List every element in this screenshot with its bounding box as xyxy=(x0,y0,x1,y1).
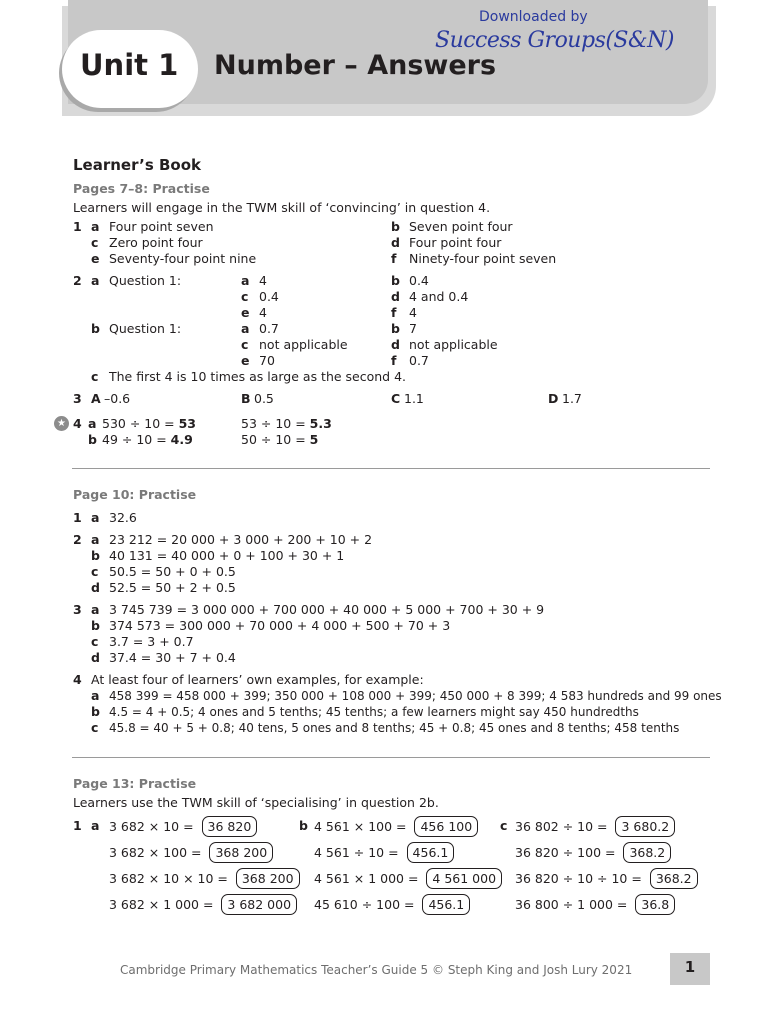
answer-box: 3 680.2 xyxy=(615,816,675,837)
answer-text: The first 4 is 10 times as large as the second 4. xyxy=(109,369,407,384)
part-letter: f xyxy=(391,251,397,266)
part-letter: b xyxy=(299,818,308,833)
part-letter: a xyxy=(91,273,100,288)
part-letter: a xyxy=(91,818,100,833)
answer-text: Seven point four xyxy=(409,219,513,234)
answer-text: 4 xyxy=(259,273,267,288)
part-letter: d xyxy=(391,289,400,304)
answer-text: Zero point four xyxy=(109,235,203,250)
star-icon: ★ xyxy=(54,416,69,431)
answer-text: 49 ÷ 10 = 4.9 xyxy=(102,432,193,447)
question-number: 3 xyxy=(73,391,82,406)
divider xyxy=(72,468,710,469)
answer-text: 374 573 = 300 000 + 70 000 + 4 000 + 500 + 70 + 3 xyxy=(109,618,451,633)
answer-text: 530 ÷ 10 = 53 xyxy=(102,416,197,431)
part-letter: c xyxy=(91,564,99,579)
downloader-signature: Success Groups(S&N) xyxy=(435,28,674,53)
question-number: 1 xyxy=(73,510,82,525)
part-letter: b xyxy=(91,704,100,719)
calc-row: 4 561 ÷ 10 = 456.1 xyxy=(314,842,454,863)
part-letter: b xyxy=(91,321,100,336)
part-letter: b xyxy=(391,219,400,234)
part-letter: a xyxy=(91,219,100,234)
answer-text: not applicable xyxy=(259,337,348,352)
answer-box: 456.1 xyxy=(407,842,455,863)
answer-box: 36 820 xyxy=(202,816,258,837)
part-letter: c xyxy=(91,720,99,735)
section-title: Learner’s Book xyxy=(73,156,201,174)
part-letter: a xyxy=(241,321,250,336)
page-number: 1 xyxy=(684,958,696,976)
answer-box: 4 561 000 xyxy=(426,868,502,889)
answer-text: 1.1 xyxy=(404,391,424,406)
calc-row: 4 561 × 100 = 456 100 xyxy=(314,816,478,837)
answer-text: 4 xyxy=(259,305,267,320)
answer-text: 23 212 = 20 000 + 3 000 + 200 + 10 + 2 xyxy=(109,532,373,547)
answer-text: 70 xyxy=(259,353,275,368)
answer-text: 50 ÷ 10 = 5 xyxy=(241,432,319,447)
part-letter: B xyxy=(241,391,251,406)
part-letter: C xyxy=(391,391,401,406)
answer-text: 4 xyxy=(409,305,417,320)
part-letter: b xyxy=(91,618,100,633)
answer-text: 3.7 = 3 + 0.7 xyxy=(109,634,194,649)
answer-text: 7 xyxy=(409,321,417,336)
calc-row: 4 561 × 1 000 = 4 561 000 xyxy=(314,868,502,889)
part-letter: d xyxy=(91,650,100,665)
answer-text: 1.7 xyxy=(562,391,582,406)
part-letter: c xyxy=(500,818,508,833)
part-letter: c xyxy=(241,337,249,352)
answer-text: 0.5 xyxy=(254,391,274,406)
calc-row: 36 820 ÷ 100 = 368.2 xyxy=(515,842,671,863)
answer-text: 0.7 xyxy=(259,321,279,336)
answer-box: 368 200 xyxy=(209,842,273,863)
answer-text: Four point seven xyxy=(109,219,214,234)
answer-text: 40 131 = 40 000 + 0 + 100 + 30 + 1 xyxy=(109,548,345,563)
answer-text: 53 ÷ 10 = 5.3 xyxy=(241,416,332,431)
part-letter: f xyxy=(391,353,397,368)
part-letter: a xyxy=(91,532,100,547)
answer-box: 368.2 xyxy=(650,868,698,889)
answer-label: Question 1: xyxy=(109,273,182,288)
part-letter: a xyxy=(241,273,250,288)
part-letter: c xyxy=(91,235,99,250)
section-intro: Learners use the TWM skill of ‘specialising’ in question 2b. xyxy=(73,795,439,810)
answer-text: 0.4 xyxy=(409,273,429,288)
downloaded-by-note: Downloaded by xyxy=(479,9,588,25)
answer-text: Seventy-four point nine xyxy=(109,251,257,266)
unit-label: Unit 1 xyxy=(80,48,179,82)
calc-row: 3 682 × 10 × 10 = 368 200 xyxy=(109,868,300,889)
answer-text: 52.5 = 50 + 2 + 0.5 xyxy=(109,580,236,595)
answer-text: 3 745 739 = 3 000 000 + 700 000 + 40 000 + 5 000 + 700 + 30 + 9 xyxy=(109,602,545,617)
part-letter: b xyxy=(391,273,400,288)
question-number: 1 xyxy=(73,219,82,234)
answer-box: 456 100 xyxy=(414,816,478,837)
answer-text: Ninety-four point seven xyxy=(409,251,557,266)
calc-row: 45 610 ÷ 100 = 456.1 xyxy=(314,894,470,915)
section-heading-page-13: Page 13: Practise xyxy=(73,776,197,791)
answer-text: At least four of learners’ own examples, for example: xyxy=(91,672,424,687)
section-intro: Learners will engage in the TWM skill of ‘convincing’ in question 4. xyxy=(73,200,491,215)
part-letter: a xyxy=(91,688,100,703)
part-letter: c xyxy=(91,634,99,649)
answer-text: 50.5 = 50 + 0 + 0.5 xyxy=(109,564,236,579)
part-letter: e xyxy=(91,251,100,266)
answer-text: 458 399 = 458 000 + 399; 350 000 + 108 000 + 399; 450 000 + 8 399; 4 583 hundreds and 99 ones xyxy=(109,689,722,703)
calc-row: 36 820 ÷ 10 ÷ 10 = 368.2 xyxy=(515,868,698,889)
answer-box: 368.2 xyxy=(623,842,671,863)
question-number: 3 xyxy=(73,602,82,617)
part-letter: a xyxy=(91,510,100,525)
answer-box: 3 682 000 xyxy=(221,894,297,915)
part-letter: d xyxy=(91,580,100,595)
answer-text: 0.4 xyxy=(259,289,279,304)
question-number: 4 xyxy=(73,672,82,687)
part-letter: d xyxy=(391,235,400,250)
part-letter: b xyxy=(91,548,100,563)
calc-row: 3 682 × 100 = 368 200 xyxy=(109,842,273,863)
section-heading-pages-7-8: Pages 7–8: Practise xyxy=(73,181,210,196)
question-number: 1 xyxy=(73,818,82,833)
answer-text: not applicable xyxy=(409,337,498,352)
calc-row: 36 800 ÷ 1 000 = 36.8 xyxy=(515,894,675,915)
answer-text: 0.7 xyxy=(409,353,429,368)
calc-row: 36 802 ÷ 10 = 3 680.2 xyxy=(515,816,675,837)
part-letter: e xyxy=(241,305,250,320)
part-letter: D xyxy=(548,391,559,406)
part-letter: b xyxy=(88,432,97,447)
part-letter: a xyxy=(91,602,100,617)
part-letter: b xyxy=(391,321,400,336)
part-letter: c xyxy=(91,369,99,384)
question-number: 2 xyxy=(73,273,82,288)
answer-text: 37.4 = 30 + 7 + 0.4 xyxy=(109,650,236,665)
part-letter: c xyxy=(241,289,249,304)
answer-box: 368 200 xyxy=(236,868,300,889)
part-letter: A xyxy=(91,391,101,406)
section-heading-page-10: Page 10: Practise xyxy=(73,487,197,502)
answer-text: Four point four xyxy=(409,235,502,250)
part-letter: f xyxy=(391,305,397,320)
answer-text: 32.6 xyxy=(109,510,137,525)
footer-credit: Cambridge Primary Mathematics Teacher’s Guide 5 © Steph King and Josh Lury 2021 xyxy=(120,963,633,977)
part-letter: e xyxy=(241,353,250,368)
answer-text: 4 and 0.4 xyxy=(409,289,469,304)
question-number: 4 xyxy=(73,416,82,431)
divider xyxy=(72,757,710,758)
answer-label: Question 1: xyxy=(109,321,182,336)
part-letter: d xyxy=(391,337,400,352)
part-letter: a xyxy=(88,416,97,431)
answer-box: 36.8 xyxy=(635,894,675,915)
calc-row: 3 682 × 1 000 = 3 682 000 xyxy=(109,894,297,915)
question-number: 2 xyxy=(73,532,82,547)
page-title: Number – Answers xyxy=(214,50,497,81)
answer-box: 456.1 xyxy=(422,894,470,915)
answer-text: 45.8 = 40 + 5 + 0.8; 40 tens, 5 ones and 8 tenths; 45 + 0.8; 45 ones and 8 tenths; 458 tenths xyxy=(109,721,680,735)
answer-text: 4.5 = 4 + 0.5; 4 ones and 5 tenths; 45 tenths; a few learners might say 450 hundredths xyxy=(109,705,639,719)
answer-text: –0.6 xyxy=(104,391,131,406)
calc-row: 3 682 × 10 = 36 820 xyxy=(109,816,257,837)
